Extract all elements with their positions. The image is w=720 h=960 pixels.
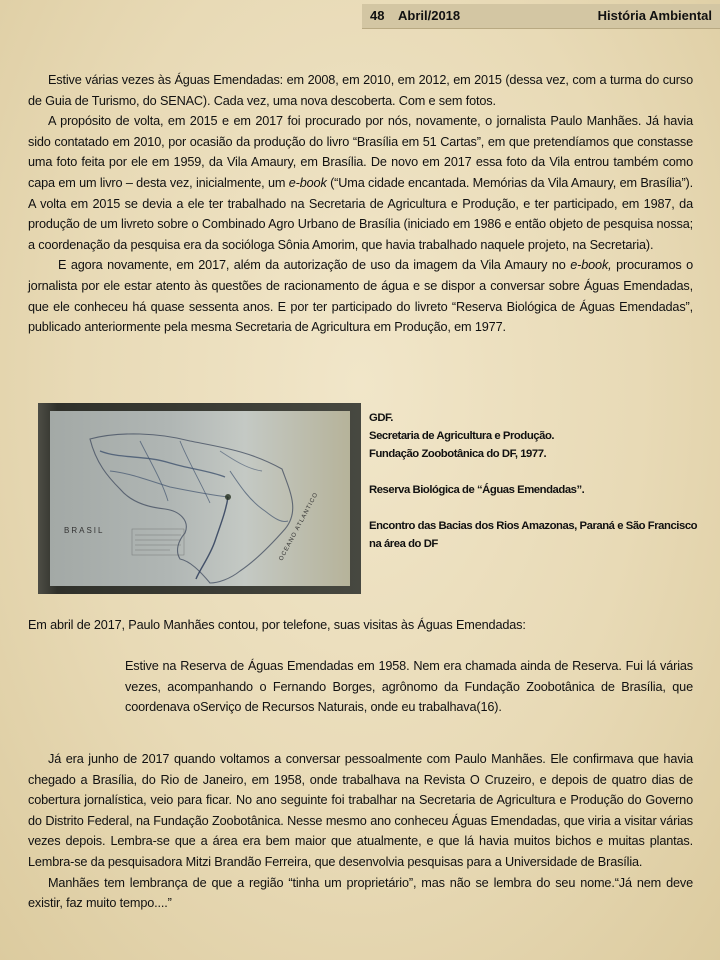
brazil-river-map [50,411,350,586]
paragraph: E agora novamente, em 2017, além da autorização de uso da imagem da Vila Amaury no e-book, procuramos o jornalista por ele estar atento às questões de racionamento de água e se dispor a conversar sobre Águas Emendadas, que ele conheceu há quase sessenta anos. E por ter participado do livreto “Reserva Biológica de Águas Emendadas”, publicado anteriormente pela mesma Secretaria de Agricultura em Produção, em 1977. [28,258,694,335]
figure-caption [369,409,709,553]
intro-text [28,70,693,338]
ebook-term: e-book [288,175,327,190]
caption-line: Fundação Zoobotânica do DF, 1977. [369,448,547,460]
issue-date: Abril/2018 [398,8,461,23]
paragraph: Já era junho de 2017 quando voltamos a conversar pessoalmente com Paulo Manhães. Ele confirmava que havia chegado a Brasília, do Rio de Janeiro, em 1958, onde trabalhava na Revista O Cruzeiro, e depois de quatro dias de cobertura jornalística, veio para ficar. No ano seguinte foi trabalhar na Secretaria de Agricultura e Produção do Governo do Distrito Federal, na Fundação Zoobotânica. Nesse mesmo ano conheceu Águas Emendadas, que viria a visitar várias vezes depois. Lembra-se que a área era bem maior que atualmente, e que lá havia muitos bichos e muitas plantas. Lembra-se da pesquisadora Mitzi Brandão Ferreira, que desenvolvia pesquisas para a Universidade de Brasília. [28,752,693,869]
caption-line: Secretaria de Agricultura e Produção. [369,430,555,442]
map-photo [38,403,361,594]
june-text [28,749,693,914]
caption-line: GDF. [369,412,393,424]
ebook-term: e-book, [570,258,612,273]
map-ocean-label: OCEANO ATLANTICO [278,491,320,562]
section-title: História Ambiental [597,8,712,23]
caption-line: Encontro das Bacias dos Rios Amazonas, Paraná e São Francisco na área do DF [369,520,698,550]
page-header [362,4,720,29]
lead-sentence: Em abril de 2017, Paulo Manhães contou, por telefone, suas visitas às Águas Emendadas: [28,618,526,632]
block-quote: Estive na Reserva de Águas Emendadas em 1958. Nem era chamada ainda de Reserva. Fui lá várias vezes, acompanhando o Fernando Borges, agrônomo da Fundação Zoobotânica de Brasília, que coordenava oServiço de Recursos Naturais, onde eu trabalhava(16). [125,659,693,715]
paragraph: Manhães tem lembrança de que a região “tinha um proprietário”, mas não se lembra do seu nome.“Já nem deve existir, faz muito tempo....” [28,875,693,911]
paragraph: Estive várias vezes às Águas Emendadas: em 2008, em 2010, em 2012, em 2015 (dessa vez, com a turma do curso de Guia de Turismo, do SENAC). Cada vez, uma nova descoberta. Com e sem fotos. [28,73,693,108]
page-number: 48 [370,8,385,23]
map-country-label: BRASIL [64,526,105,535]
paragraph: A propósito de volta, em 2015 e em 2017 foi procurado por nós, novamente, o jornalista Paulo Manhães. Já havia sido contatado em 2010, por ocasião da produção do livro “Brasília em 51 Cartas”, em que pretendíamos que constasse uma foto feita por ele em 1959, da Vila Amaury, em Brasília. De novo em 2017 essa foto da Vila entrou também como capa em um livro – desta vez, inicialmente, um e-book (“Uma cidade encantada. Memórias da Vila Amaury, em Brasília”). A volta em 2015 se devia a ele ter trabalhado na Secretaria de Agricultura e Produção, e ter participado, em 1987, da produção de um livreto sobre o Combinado Agro Urbano de Brasília (iniciado em 1986 e então objeto de pesquisa nossa; a coordenação da pesquisa era da socióloga Sônia Amorim, que havia trabalhado naquele projeto, na Secretaria). [28,114,693,252]
caption-line: Reserva Biológica de “Águas Emendadas”. [369,484,585,496]
